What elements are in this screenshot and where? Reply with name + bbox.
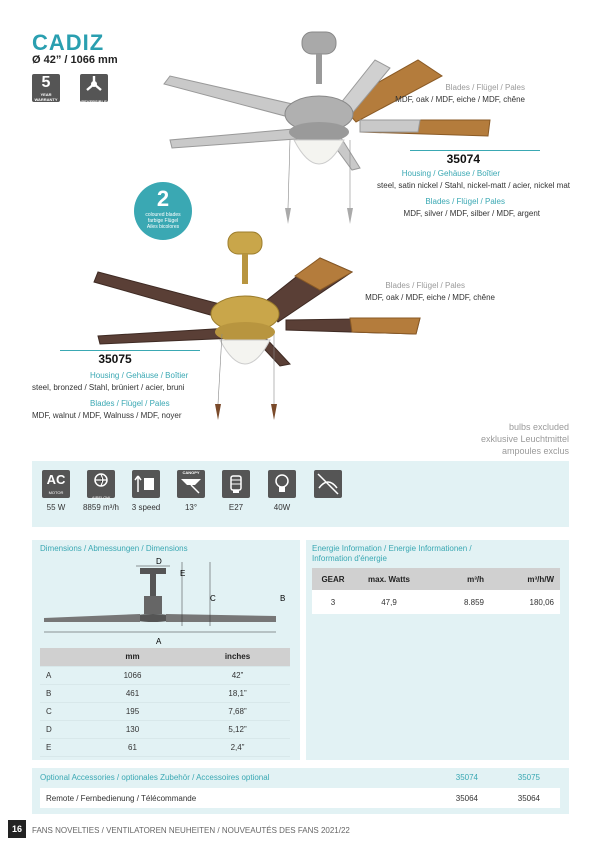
dim-row-letter: E [40,738,80,756]
dim-row-inches: 5,12” [185,720,290,738]
energy-max-watts: 47,9 [354,590,424,614]
dim-row-letter: D [40,720,80,738]
ac-motor-icon [42,470,70,498]
35074-blades-bottom: MDF, silver / MDF, silber / MDF, argent [403,209,540,218]
35074-blades-heading: Blades / Flügel / Pales [445,83,525,92]
dim-label-e: E [180,569,186,578]
dim-row-mm: 130 [80,720,185,738]
dim-label-b: B [280,594,286,603]
energy-table [312,568,560,614]
warranty-years: 5 [41,74,51,91]
dim-label-a: A [156,637,162,646]
canopy-icon [177,470,205,498]
dim-label-d: D [156,557,162,566]
accessory-name: Remote / Fernbedienung / Télécommande [46,794,197,803]
dim-row-letter: A [40,666,80,684]
airflow-icon [87,470,115,498]
bulbs-fr: ampoules exclus [501,446,569,456]
table-row [40,738,290,756]
footer-text: FANS NOVELTIES / VENTILATOREN NEUHEITEN / NOUVEAUTÉS DES FANS 2021/22 [32,826,350,835]
energy-m3h: 8.859 [424,590,490,614]
35074-housing: steel, satin nickel / Stahl, nickel-matt / acier, nickel mat [377,181,570,190]
dim-row-mm: 61 [80,738,185,756]
ac-motor-icon-sub: MOTOR [48,490,64,495]
accessories-col-35075: 35075 [517,773,540,782]
dim-label-c: C [210,594,216,603]
table-row [40,702,290,720]
dim-row-mm: 461 [80,684,185,702]
35074-divider [410,150,540,151]
dim-row-mm: 195 [80,702,185,720]
bulbs-note [400,421,569,457]
accessories-row [40,788,560,808]
dimensions-title: Dimensions / Abmessungen / Dimensions [40,544,188,553]
coloured-blades-fr: Ailes bicolores [146,224,180,230]
35075-housing-heading: Housing / Gehäuse / Boîtier [90,371,189,380]
ac-motor-icon-label: AC [46,472,66,487]
coloured-blades-number: 2 [156,186,170,211]
dimensions-header-inches: inches [185,648,290,666]
dim-row-inches: 18,1” [185,684,290,702]
energy-title-line1: Energie Information / Energie Informationen / [312,544,472,553]
spec-socket: E27 [228,503,244,512]
energy-gear: 3 [312,590,354,614]
energy-header-gear: GEAR [312,568,354,590]
dimensions-header-blank [40,648,80,666]
dim-row-inches: 42” [185,666,290,684]
reversible-badge [80,74,108,102]
dimensions-diagram [40,556,290,646]
accessories-title: Optional Accessories / optionales Zubehör / Accessoires optional [40,773,270,782]
coloured-blades-en: coloured blades [145,212,181,218]
35074-housing-heading: Housing / Gehäuse / Boîtier [401,169,500,178]
35074-blades-top: MDF, oak / MDF, eiche / MDF, chêne [395,95,525,104]
page-number: 16 [8,820,26,838]
accessories-col-35074: 35074 [455,773,478,782]
dim-row-mm: 1066 [80,666,185,684]
table-row [40,666,290,684]
35075-divider [60,350,200,351]
energy-header-row [312,568,560,590]
energy-header-m3h: m³/h [424,568,490,590]
35075-code: 35075 [98,352,132,366]
spec-canopy: 13° [184,503,198,512]
product-size: Ø 42” / 1066 mm [32,54,118,66]
speed-icon [132,470,160,498]
table-row [312,590,560,614]
spec-bulb-watt: 40W [273,503,291,512]
energy-header-m3hw: m³/h/W [490,568,560,590]
accessory-35075-code: 35064 [517,794,540,803]
dim-row-inches: 7,68” [185,702,290,720]
spec-power: 55 W [46,503,66,512]
spec-airflow: 8859 m³/h [82,503,120,512]
airflow-icon-sub: AIRFLOW [91,495,111,500]
canopy-icon-sub: CANOPY [182,470,200,475]
35075-blades-heading: Blades / Flügel / Pales [385,281,465,290]
35075-blades-top: MDF, oak / MDF, eiche / MDF, chêne [365,293,495,302]
dimensions-header-mm: mm [80,648,185,666]
warranty-badge [32,74,60,102]
dim-row-letter: C [40,702,80,720]
table-row [40,720,290,738]
accessory-35074-code: 35064 [455,794,478,803]
coloured-blades-de: farbige Flügel [147,218,179,224]
dim-row-letter: B [40,684,80,702]
reversible-icon [80,74,108,94]
warranty-label: YEAR WARRANTY [34,92,58,102]
e27-socket-icon [222,470,250,498]
energy-m3hw: 180,06 [490,590,560,614]
35074-code: 35074 [446,152,480,166]
bulbs-en: bulbs excluded [508,422,569,432]
dimensions-header-row [40,648,290,666]
reversible-label: REVERSIBLE [81,99,107,104]
bulbs-de: exklusive Leuchtmittel [480,434,569,444]
energy-title-line2: Information d'énergie [312,554,387,563]
energy-header-max-watts: max. Watts [354,568,424,590]
35075-blades-heading2: Blades / Flügel / Pales [90,399,170,408]
35075-housing: steel, bronzed / Stahl, brüniert / acier, bruni [32,383,185,392]
bulb-icon [268,470,296,498]
table-row [40,684,290,702]
35075-blades-bottom: MDF, walnut / MDF, Walnuss / MDF, noyer [32,411,182,420]
no-dimmer-icon [314,470,342,498]
spec-speed: 3 speed [131,503,161,512]
dim-row-inches: 2,4” [185,738,290,756]
dimensions-table [40,648,290,757]
35074-blades-heading2: Blades / Flügel / Pales [425,197,505,206]
product-title: CADIZ [32,30,105,55]
